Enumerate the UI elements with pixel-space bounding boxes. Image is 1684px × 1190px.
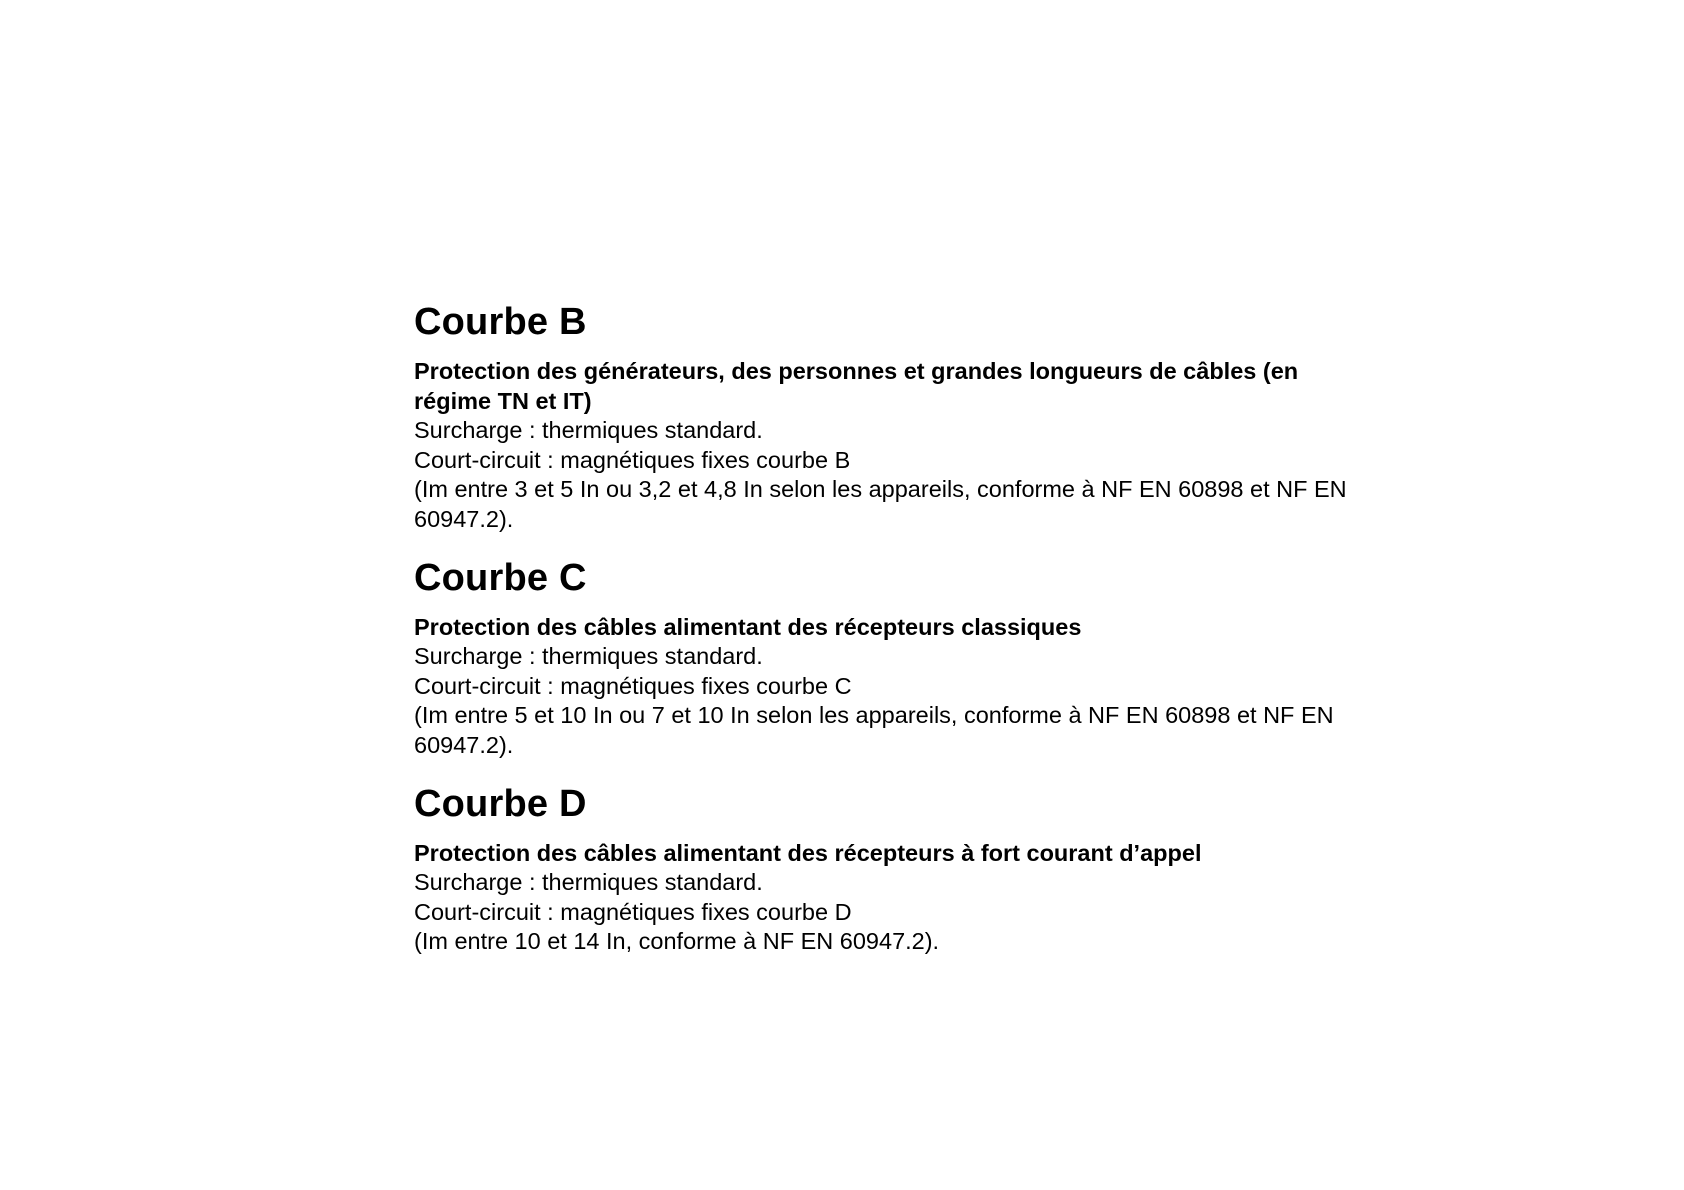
section-title: Courbe D [414,783,587,825]
section-courbe-c [414,556,1374,760]
section-title: Courbe B [414,301,587,343]
section-title: Courbe C [414,557,587,599]
court-circuit-text: Court-circuit : magnétiques fixes courbe B [414,446,851,473]
court-circuit-text: Court-circuit : magnétiques fixes courbe D [414,898,852,925]
section-subtitle: Protection des câbles alimentant des récepteurs classiques [414,614,1082,640]
section-courbe-d [414,782,1374,957]
surcharge-text: Surcharge : thermiques standard. [414,417,763,443]
section-courbe-b [414,300,1374,534]
court-circuit-text: Court-circuit : magnétiques fixes courbe C [414,672,852,699]
surcharge-text: Surcharge : thermiques standard. [414,869,763,895]
detail-text: (Im entre 10 et 14 In, conforme à NF EN 60947.2). [414,928,940,954]
surcharge-text: Surcharge : thermiques standard. [414,643,763,669]
document-page [414,300,1374,979]
detail-text: (Im entre 3 et 5 In ou 3,2 et 4,8 In selon les appareils, conforme à NF EN 60898 et NF EN 60947.2). [414,476,1347,532]
detail-text: (Im entre 5 et 10 In ou 7 et 10 In selon les appareils, conforme à NF EN 60898 et NF EN 60947.2). [414,702,1334,758]
section-subtitle: Protection des câbles alimentant des récepteurs à fort courant d’appel [414,840,1202,866]
section-subtitle: Protection des générateurs, des personnes et grandes longueurs de câbles (en régime TN et IT) [414,358,1299,414]
